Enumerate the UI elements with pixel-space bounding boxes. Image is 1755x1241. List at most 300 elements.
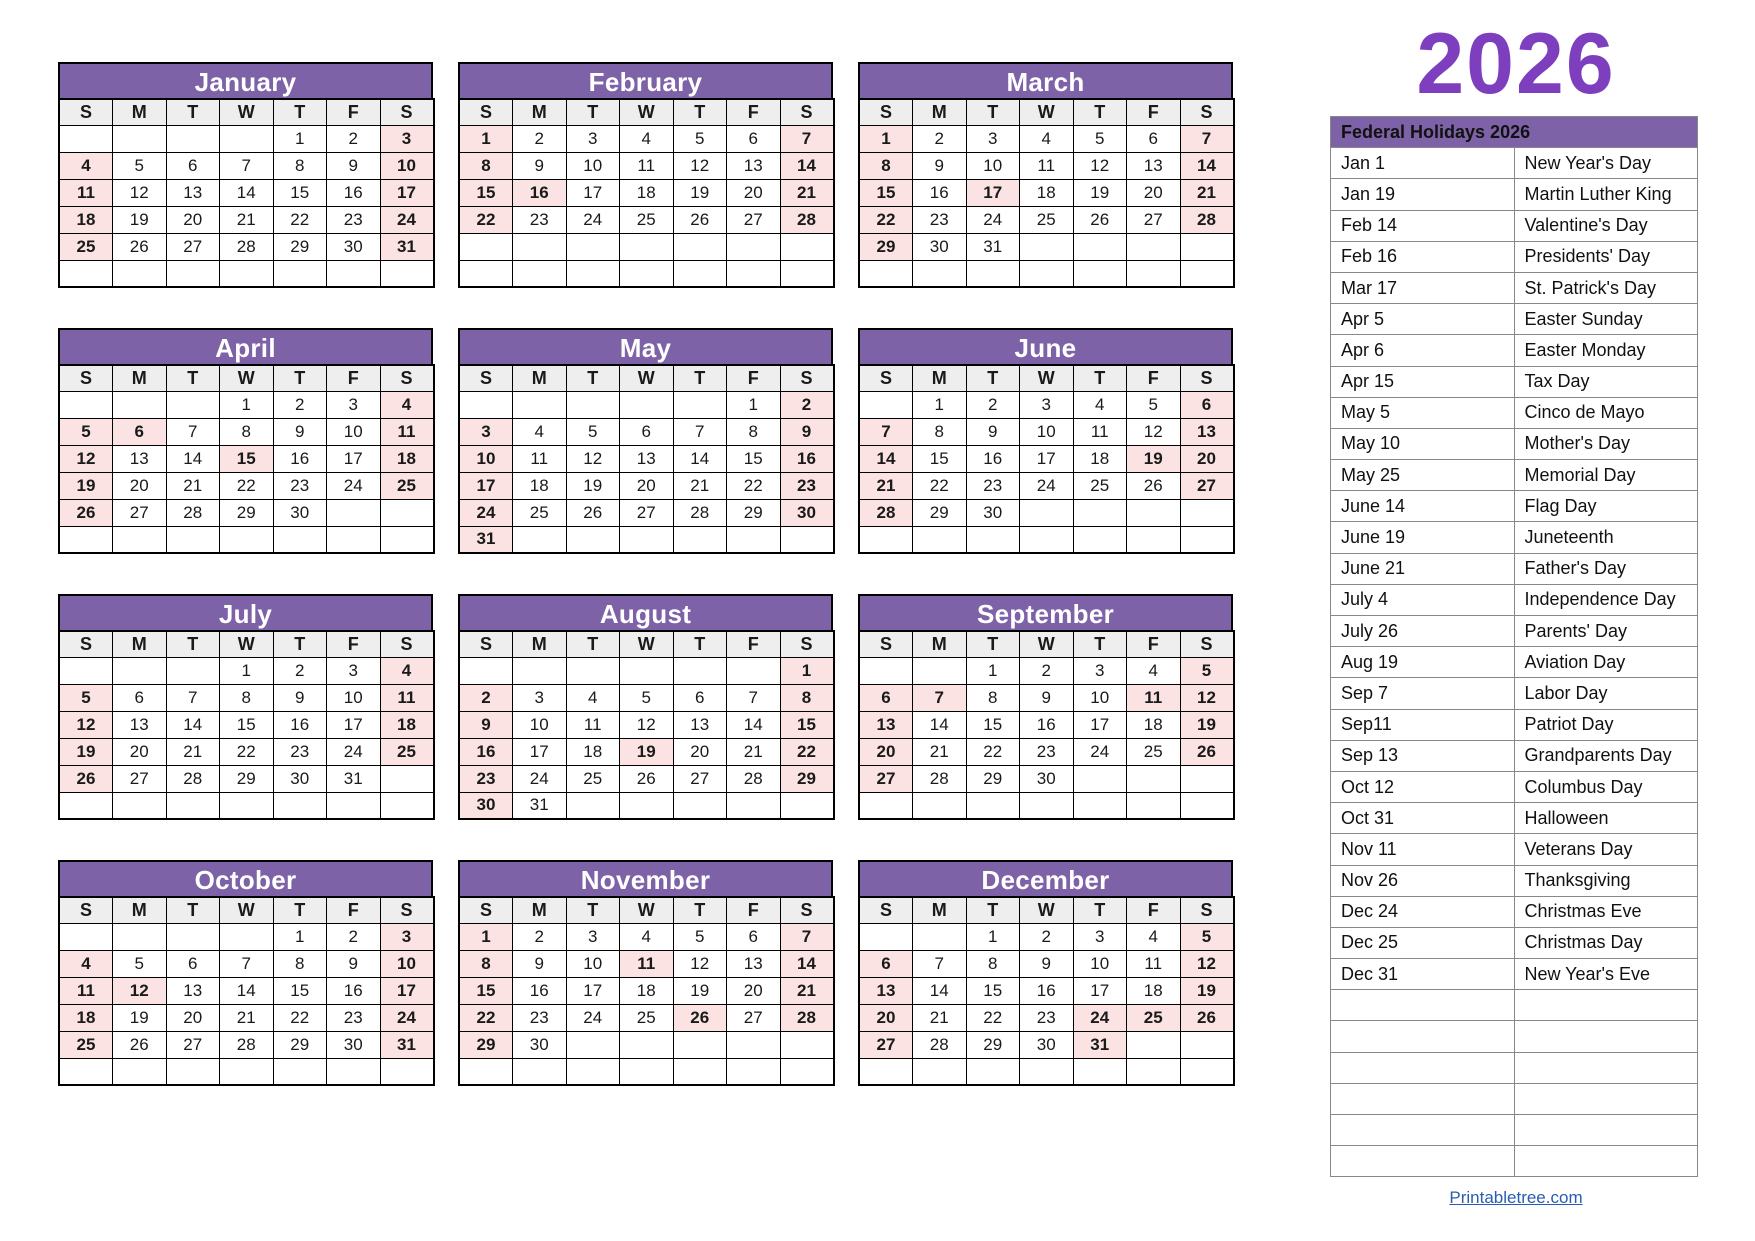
day-cell: 3 — [513, 684, 567, 711]
weekday-header: F — [727, 897, 781, 923]
empty-cell — [1020, 233, 1074, 260]
holiday-date: June 21 — [1331, 553, 1515, 584]
day-cell: 29 — [273, 1031, 327, 1058]
holiday-name: Veterans Day — [1514, 834, 1698, 865]
weekend-day-cell: 3 — [459, 418, 513, 445]
empty-cell — [859, 391, 913, 418]
month-table — [458, 630, 835, 820]
weekday-header: F — [727, 365, 781, 391]
empty-cell — [113, 792, 167, 819]
week-row — [59, 684, 434, 711]
holiday-row — [1331, 865, 1698, 896]
day-cell: 16 — [966, 445, 1020, 472]
day-cell: 6 — [727, 923, 781, 950]
day-cell: 24 — [966, 206, 1020, 233]
day-cell: 21 — [220, 1004, 274, 1031]
weekend-day-cell: 28 — [859, 499, 913, 526]
day-cell: 13 — [166, 179, 220, 206]
holidays-title-row — [1331, 117, 1698, 148]
weekend-day-cell: 26 — [59, 765, 113, 792]
weekend-day-cell: 15 — [780, 711, 834, 738]
empty-cell — [273, 792, 327, 819]
day-cell: 23 — [1020, 738, 1074, 765]
weekend-day-cell: 10 — [380, 950, 434, 977]
week-row — [859, 499, 1234, 526]
day-cell: 5 — [1073, 125, 1127, 152]
weekend-day-cell: 31 — [380, 233, 434, 260]
weekend-day-cell: 19 — [1180, 977, 1234, 1004]
empty-cell — [113, 657, 167, 684]
day-cell: 3 — [1073, 923, 1127, 950]
day-cell: 1 — [913, 391, 967, 418]
day-cell: 28 — [913, 1031, 967, 1058]
week-row — [59, 923, 434, 950]
empty-cell — [673, 391, 727, 418]
day-cell: 23 — [513, 206, 567, 233]
day-cell: 4 — [1073, 391, 1127, 418]
weekend-day-cell: 25 — [380, 472, 434, 499]
weekday-header: F — [327, 365, 381, 391]
day-cell: 20 — [166, 206, 220, 233]
week-row — [459, 738, 834, 765]
weekend-day-cell: 17 — [459, 472, 513, 499]
week-row — [59, 179, 434, 206]
day-cell: 30 — [1020, 1031, 1074, 1058]
empty-cell — [380, 499, 434, 526]
month-table — [858, 364, 1235, 554]
holiday-row — [1331, 927, 1698, 958]
day-cell: 30 — [327, 1031, 381, 1058]
weekday-header: S — [780, 99, 834, 125]
day-cell: 2 — [966, 391, 1020, 418]
day-cell: 22 — [966, 1004, 1020, 1031]
empty-cell — [620, 260, 674, 287]
empty-cell — [727, 657, 781, 684]
empty-cell — [1073, 1058, 1127, 1085]
day-cell: 4 — [1127, 923, 1181, 950]
day-cell: 24 — [327, 738, 381, 765]
empty-cell — [220, 260, 274, 287]
day-cell: 5 — [566, 418, 620, 445]
holiday-date: May 25 — [1331, 460, 1515, 491]
week-row — [59, 499, 434, 526]
week-row — [59, 418, 434, 445]
weekday-header: W — [220, 631, 274, 657]
weekend-day-cell: 16 — [459, 738, 513, 765]
day-cell: 26 — [113, 1031, 167, 1058]
day-cell: 23 — [327, 1004, 381, 1031]
empty-cell — [273, 1058, 327, 1085]
day-cell: 2 — [273, 391, 327, 418]
day-cell: 2 — [513, 923, 567, 950]
weekday-header: T — [166, 897, 220, 923]
day-cell: 23 — [273, 738, 327, 765]
month-table — [858, 98, 1235, 288]
empty-cell — [1180, 1031, 1234, 1058]
weekend-day-cell: 27 — [1180, 472, 1234, 499]
month-title: March — [858, 62, 1233, 98]
holiday-date: Sep 7 — [1331, 678, 1515, 709]
day-cell: 14 — [166, 711, 220, 738]
week-row — [859, 472, 1234, 499]
weekday-header-row — [59, 365, 434, 391]
weekend-day-cell: 26 — [1180, 738, 1234, 765]
month-title: January — [58, 62, 433, 98]
month-title: November — [458, 860, 833, 896]
months-grid — [58, 62, 1258, 1086]
weekday-header: S — [59, 365, 113, 391]
holiday-date: Jan 19 — [1331, 179, 1515, 210]
weekday-header: W — [1020, 99, 1074, 125]
day-cell: 10 — [566, 152, 620, 179]
weekend-day-cell: 18 — [380, 711, 434, 738]
week-row — [459, 923, 834, 950]
weekday-header: T — [1073, 99, 1127, 125]
week-row — [59, 472, 434, 499]
week-row — [59, 152, 434, 179]
weekend-day-cell: 29 — [780, 765, 834, 792]
week-row — [859, 445, 1234, 472]
month-april — [58, 328, 433, 554]
day-cell: 2 — [1020, 657, 1074, 684]
week-row — [859, 684, 1234, 711]
day-cell: 21 — [673, 472, 727, 499]
week-row — [859, 711, 1234, 738]
day-cell: 20 — [113, 738, 167, 765]
empty-cell — [166, 526, 220, 553]
empty-cell — [1127, 765, 1181, 792]
weekday-header: M — [513, 365, 567, 391]
weekend-day-cell: 31 — [459, 526, 513, 553]
weekend-day-cell: 9 — [459, 711, 513, 738]
weekend-day-cell: 7 — [859, 418, 913, 445]
week-row — [459, 418, 834, 445]
empty-cell — [566, 792, 620, 819]
day-cell: 1 — [966, 657, 1020, 684]
holiday-day-cell: 12 — [113, 977, 167, 1004]
empty-cell — [166, 923, 220, 950]
weekend-day-cell: 11 — [59, 179, 113, 206]
holiday-date: June 19 — [1331, 522, 1515, 553]
day-cell: 9 — [913, 152, 967, 179]
day-cell: 19 — [566, 472, 620, 499]
weekday-header: T — [566, 631, 620, 657]
day-cell: 17 — [327, 445, 381, 472]
week-row — [459, 260, 834, 287]
weekend-day-cell: 26 — [59, 499, 113, 526]
weekend-day-cell: 8 — [859, 152, 913, 179]
day-cell: 27 — [620, 499, 674, 526]
month-table — [858, 896, 1235, 1086]
day-cell: 9 — [1020, 684, 1074, 711]
empty-cell — [673, 526, 727, 553]
weekend-day-cell: 1 — [859, 125, 913, 152]
day-cell: 19 — [113, 1004, 167, 1031]
weekday-header: T — [966, 99, 1020, 125]
week-row — [459, 152, 834, 179]
empty-cell — [513, 233, 567, 260]
weekday-header-row — [459, 365, 834, 391]
holiday-row — [1331, 148, 1698, 179]
day-cell: 26 — [1127, 472, 1181, 499]
day-cell: 17 — [1073, 711, 1127, 738]
holiday-name — [1514, 1083, 1698, 1114]
holiday-name: Tax Day — [1514, 366, 1698, 397]
day-cell: 14 — [166, 445, 220, 472]
weekend-day-cell: 22 — [459, 206, 513, 233]
day-cell: 9 — [327, 152, 381, 179]
holiday-row — [1331, 616, 1698, 647]
weekday-header: S — [380, 365, 434, 391]
day-cell: 1 — [273, 125, 327, 152]
day-cell: 3 — [966, 125, 1020, 152]
weekday-header: S — [459, 365, 513, 391]
day-cell: 6 — [620, 418, 674, 445]
month-january — [58, 62, 433, 288]
weekday-header: T — [673, 897, 727, 923]
weekday-header: T — [1073, 897, 1127, 923]
day-cell: 15 — [220, 711, 274, 738]
day-cell: 2 — [1020, 923, 1074, 950]
empty-cell — [673, 233, 727, 260]
day-cell: 27 — [673, 765, 727, 792]
holiday-day-cell: 24 — [1073, 1004, 1127, 1031]
week-row — [59, 206, 434, 233]
day-cell: 10 — [1020, 418, 1074, 445]
empty-cell — [727, 1031, 781, 1058]
week-row — [59, 1004, 434, 1031]
day-cell: 7 — [220, 152, 274, 179]
empty-cell — [620, 792, 674, 819]
day-cell: 29 — [966, 1031, 1020, 1058]
holiday-name: Parents' Day — [1514, 616, 1698, 647]
day-cell: 23 — [327, 206, 381, 233]
holiday-date: Oct 31 — [1331, 803, 1515, 834]
weekday-header: M — [113, 365, 167, 391]
day-cell: 25 — [1020, 206, 1074, 233]
holiday-row — [1331, 1021, 1698, 1052]
empty-cell — [113, 526, 167, 553]
month-title: May — [458, 328, 833, 364]
weekday-header: T — [166, 99, 220, 125]
week-row — [59, 1031, 434, 1058]
holiday-row — [1331, 584, 1698, 615]
day-cell: 25 — [566, 765, 620, 792]
weekday-header: T — [966, 365, 1020, 391]
day-cell: 4 — [620, 125, 674, 152]
weekend-day-cell: 14 — [1180, 152, 1234, 179]
empty-cell — [859, 657, 913, 684]
empty-cell — [673, 657, 727, 684]
weekday-header: W — [1020, 365, 1074, 391]
empty-cell — [566, 1031, 620, 1058]
day-cell: 23 — [273, 472, 327, 499]
weekend-day-cell: 2 — [459, 684, 513, 711]
day-cell: 11 — [1073, 418, 1127, 445]
empty-cell — [220, 526, 274, 553]
empty-cell — [1073, 526, 1127, 553]
holiday-date: Sep11 — [1331, 709, 1515, 740]
month-august — [458, 594, 833, 820]
weekday-header: T — [673, 365, 727, 391]
day-cell: 23 — [1020, 1004, 1074, 1031]
empty-cell — [380, 526, 434, 553]
day-cell: 3 — [566, 125, 620, 152]
holiday-date — [1331, 1052, 1515, 1083]
holiday-name: Aviation Day — [1514, 647, 1698, 678]
holiday-row — [1331, 397, 1698, 428]
day-cell: 17 — [566, 977, 620, 1004]
weekend-day-cell: 23 — [780, 472, 834, 499]
weekday-header: S — [59, 631, 113, 657]
weekend-day-cell: 24 — [380, 206, 434, 233]
week-row — [859, 923, 1234, 950]
weekday-header: W — [220, 365, 274, 391]
day-cell: 30 — [913, 233, 967, 260]
day-cell: 23 — [913, 206, 967, 233]
holiday-name: Flag Day — [1514, 491, 1698, 522]
weekend-day-cell: 16 — [780, 445, 834, 472]
empty-cell — [620, 657, 674, 684]
empty-cell — [727, 526, 781, 553]
weekend-day-cell: 28 — [780, 206, 834, 233]
empty-cell — [1127, 233, 1181, 260]
empty-cell — [1073, 765, 1127, 792]
weekend-day-cell: 8 — [780, 684, 834, 711]
weekend-day-cell: 14 — [780, 950, 834, 977]
weekday-header: F — [1127, 99, 1181, 125]
day-cell: 5 — [673, 923, 727, 950]
week-row — [459, 499, 834, 526]
day-cell: 8 — [273, 152, 327, 179]
empty-cell — [859, 792, 913, 819]
holiday-date: Sep 13 — [1331, 740, 1515, 771]
empty-cell — [1127, 792, 1181, 819]
weekday-header: S — [1180, 631, 1234, 657]
holiday-name: Patriot Day — [1514, 709, 1698, 740]
day-cell: 11 — [566, 711, 620, 738]
day-cell: 3 — [327, 391, 381, 418]
day-cell: 14 — [727, 711, 781, 738]
day-cell: 29 — [220, 499, 274, 526]
day-cell: 4 — [513, 418, 567, 445]
day-cell: 17 — [327, 711, 381, 738]
empty-cell — [566, 526, 620, 553]
holiday-row — [1331, 553, 1698, 584]
day-cell: 16 — [513, 977, 567, 1004]
week-row — [459, 1004, 834, 1031]
empty-cell — [913, 923, 967, 950]
day-cell: 12 — [673, 152, 727, 179]
day-cell: 7 — [220, 950, 274, 977]
day-cell: 20 — [1127, 179, 1181, 206]
holiday-date: Apr 5 — [1331, 304, 1515, 335]
day-cell: 6 — [166, 152, 220, 179]
day-cell: 9 — [1020, 950, 1074, 977]
site-credit[interactable]: Printabletree.com — [1449, 1188, 1583, 1207]
weekend-day-cell: 20 — [859, 738, 913, 765]
day-cell: 20 — [113, 472, 167, 499]
day-cell: 9 — [966, 418, 1020, 445]
weekday-header: S — [859, 99, 913, 125]
federal-holidays-body — [1331, 117, 1698, 1177]
empty-cell — [859, 260, 913, 287]
holiday-date: Apr 15 — [1331, 366, 1515, 397]
day-cell: 13 — [727, 152, 781, 179]
weekend-day-cell: 6 — [859, 950, 913, 977]
week-row — [59, 738, 434, 765]
holiday-row — [1331, 522, 1698, 553]
holiday-row — [1331, 990, 1698, 1021]
day-cell: 22 — [966, 738, 1020, 765]
empty-cell — [727, 233, 781, 260]
day-cell: 1 — [220, 391, 274, 418]
day-cell: 2 — [327, 125, 381, 152]
weekend-day-cell: 26 — [1180, 1004, 1234, 1031]
day-cell: 10 — [566, 950, 620, 977]
weekday-header: M — [913, 897, 967, 923]
weekend-day-cell: 18 — [380, 445, 434, 472]
weekday-header-row — [59, 897, 434, 923]
weekend-day-cell: 12 — [59, 711, 113, 738]
day-cell: 19 — [113, 206, 167, 233]
empty-cell — [1180, 765, 1234, 792]
day-cell: 3 — [1020, 391, 1074, 418]
empty-cell — [113, 125, 167, 152]
day-cell: 6 — [113, 684, 167, 711]
weekend-day-cell: 15 — [459, 179, 513, 206]
day-cell: 15 — [966, 711, 1020, 738]
holiday-name: Memorial Day — [1514, 460, 1698, 491]
empty-cell — [1180, 1058, 1234, 1085]
holiday-day-cell: 15 — [220, 445, 274, 472]
empty-cell — [1180, 233, 1234, 260]
empty-cell — [1180, 792, 1234, 819]
weekend-day-cell: 20 — [1180, 445, 1234, 472]
day-cell: 29 — [913, 499, 967, 526]
empty-cell — [59, 526, 113, 553]
day-cell: 30 — [1020, 765, 1074, 792]
empty-cell — [1073, 233, 1127, 260]
day-cell: 4 — [1020, 125, 1074, 152]
holiday-day-cell: 11 — [620, 950, 674, 977]
holiday-name: Christmas Eve — [1514, 896, 1698, 927]
empty-cell — [220, 125, 274, 152]
day-cell: 10 — [1073, 950, 1127, 977]
day-cell: 28 — [220, 233, 274, 260]
holiday-date: Mar 17 — [1331, 272, 1515, 303]
holiday-name: New Year's Day — [1514, 148, 1698, 179]
holiday-name: Independence Day — [1514, 584, 1698, 615]
month-july — [58, 594, 433, 820]
week-row — [859, 526, 1234, 553]
empty-cell — [166, 391, 220, 418]
empty-cell — [1180, 526, 1234, 553]
day-cell: 21 — [220, 206, 274, 233]
empty-cell — [220, 923, 274, 950]
day-cell: 27 — [727, 206, 781, 233]
empty-cell — [380, 765, 434, 792]
empty-cell — [113, 391, 167, 418]
empty-cell — [727, 1058, 781, 1085]
empty-cell — [380, 260, 434, 287]
week-row — [859, 977, 1234, 1004]
empty-cell — [620, 233, 674, 260]
holiday-name: St. Patrick's Day — [1514, 272, 1698, 303]
week-row — [59, 711, 434, 738]
weekend-day-cell: 7 — [780, 923, 834, 950]
weekend-day-cell: 30 — [459, 792, 513, 819]
